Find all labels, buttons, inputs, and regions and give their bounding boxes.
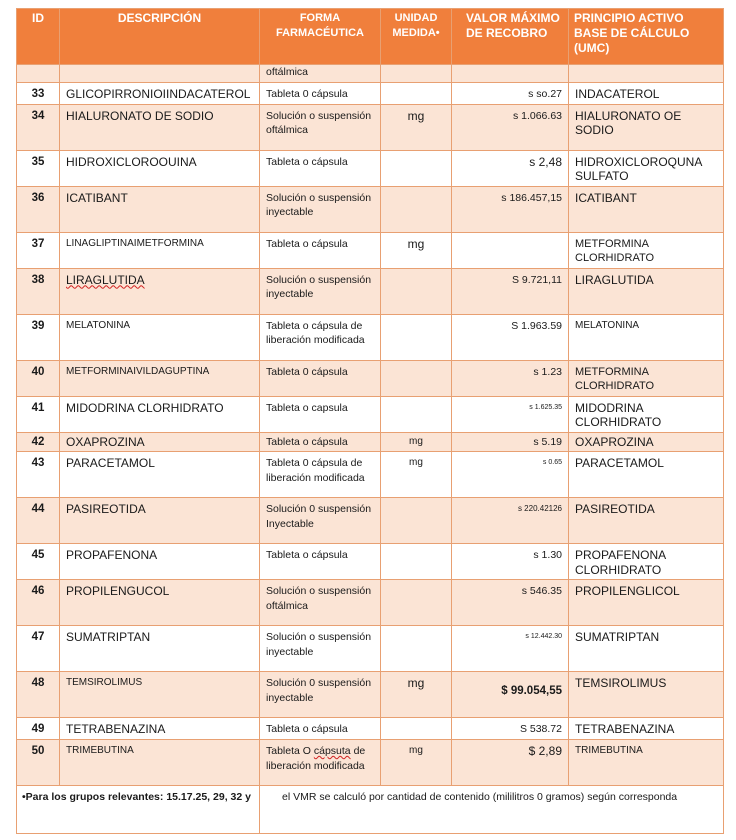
- cell-id: 49: [17, 718, 60, 740]
- table-row: [17, 498, 724, 544]
- table-row: [17, 65, 724, 83]
- cell-id: 47: [17, 626, 60, 672]
- cell-descripcion: [60, 268, 260, 314]
- cell-id: 36: [17, 186, 60, 232]
- header-unidad: UNIDAD MEDIDA•: [381, 9, 452, 65]
- cell-unidad: [381, 268, 452, 314]
- cell-id: 34: [17, 104, 60, 150]
- cell-id: 41: [17, 396, 60, 432]
- cell-principio: ICATIBANT: [569, 186, 724, 232]
- cell-descripcion: ICATIBANT: [60, 186, 260, 232]
- table-row: [17, 150, 724, 186]
- cell-valor: [452, 65, 569, 83]
- cell-id: 45: [17, 544, 60, 580]
- cell-id: 44: [17, 498, 60, 544]
- cell-unidad: [381, 186, 452, 232]
- cell-forma: Solución o suspensión oftálmica: [260, 580, 381, 626]
- cell-id: [17, 65, 60, 83]
- cell-id: 50: [17, 740, 60, 786]
- table-row: [17, 432, 724, 452]
- cell-principio: LIRAGLUTIDA: [569, 268, 724, 314]
- header-valor: VALOR MÁXIMO DE RECOBRO: [452, 9, 569, 65]
- header-principio: PRINCIPIO ACTIVO BASE DE CÁLCULO (UMC): [569, 9, 724, 65]
- cell-principio: SUMATRIPTAN: [569, 626, 724, 672]
- cell-forma: Solución 0 suspensión Inyectable: [260, 498, 381, 544]
- cell-principio: MIDODRINA CLORHIDRATO: [569, 396, 724, 432]
- footnote-row: [17, 786, 724, 834]
- cell-principio: INDACATEROL: [569, 82, 724, 104]
- cell-unidad: [381, 626, 452, 672]
- forma-part-3: de liberación modificada: [266, 745, 366, 772]
- cell-unidad: [381, 396, 452, 432]
- table-row: [17, 396, 724, 432]
- cell-descripcion: OXAPROZINA: [60, 432, 260, 452]
- cell-unidad: [381, 65, 452, 83]
- header-descripcion: DESCRIPCIÓN: [60, 9, 260, 65]
- cell-id: 46: [17, 580, 60, 626]
- header-id: ID: [17, 9, 60, 65]
- cell-forma: oftálmica: [260, 65, 381, 83]
- cell-principio: TETRABENAZINA: [569, 718, 724, 740]
- cell-valor: s 1.23: [452, 360, 569, 396]
- cell-id: 37: [17, 232, 60, 268]
- table-row: [17, 626, 724, 672]
- cell-valor: $ 99.054,55: [452, 672, 569, 718]
- cell-valor: S 9.721,11: [452, 268, 569, 314]
- table-row: [17, 232, 724, 268]
- cell-id: 42: [17, 432, 60, 452]
- cell-descripcion: METFORMINAIVILDAGUPTINA: [60, 360, 260, 396]
- spellcheck-underline: cápsuta: [313, 745, 351, 757]
- cell-forma: Tableta 0 cápsula: [260, 360, 381, 396]
- table-row: [17, 186, 724, 232]
- cell-descripcion: TRIMEBUTINA: [60, 740, 260, 786]
- cell-unidad: [381, 150, 452, 186]
- table-row: [17, 268, 724, 314]
- cell-descripcion: PROPAFENONA: [60, 544, 260, 580]
- footnote-left: •Para los grupos relevantes: 15.17.25, 29, 32 y: [17, 786, 260, 834]
- cell-valor: s 1.30: [452, 544, 569, 580]
- cell-principio: PARACETAMOL: [569, 452, 724, 498]
- footnote-right: el VMR se calculó por cantidad de contenido (mililitros 0 gramos) según corresponda: [260, 786, 724, 834]
- cell-forma: Tableta o cápsula: [260, 718, 381, 740]
- cell-id: 38: [17, 268, 60, 314]
- cell-principio: OXAPROZINA: [569, 432, 724, 452]
- cell-principio: TEMSIROLIMUS: [569, 672, 724, 718]
- cell-descripcion: TETRABENAZINA: [60, 718, 260, 740]
- cell-unidad: [381, 580, 452, 626]
- cell-principio: HIDROXICLOROQUNA SULFATO: [569, 150, 724, 186]
- cell-valor: s 0.65: [452, 452, 569, 498]
- cell-unidad: mg: [381, 740, 452, 786]
- cell-id: 48: [17, 672, 60, 718]
- cell-principio: METFORMINA CLORHIDRATO: [569, 232, 724, 268]
- cell-principio: METFORMINA CLORHIDRATO: [569, 360, 724, 396]
- cell-descripcion: SUMATRIPTAN: [60, 626, 260, 672]
- cell-unidad: [381, 360, 452, 396]
- cell-principio: PASIREOTIDA: [569, 498, 724, 544]
- table-row: [17, 82, 724, 104]
- cell-unidad: [381, 718, 452, 740]
- table-row: [17, 452, 724, 498]
- cell-valor: S 1.963.59: [452, 314, 569, 360]
- table-row: [17, 672, 724, 718]
- cell-valor: s 1.066.63: [452, 104, 569, 150]
- cell-valor: s 1.625.35: [452, 396, 569, 432]
- cell-forma: Solución o suspensión inyectable: [260, 268, 381, 314]
- cell-unidad: [381, 498, 452, 544]
- table-row: [17, 314, 724, 360]
- cell-forma: Tableta 0 cápsula: [260, 82, 381, 104]
- cell-unidad: mg: [381, 104, 452, 150]
- cell-valor: s 186.457,15: [452, 186, 569, 232]
- forma-part-1: Tableta O: [266, 745, 314, 757]
- cell-principio: PROPILENGLICOL: [569, 580, 724, 626]
- cell-forma: Solución 0 suspensión inyectable: [260, 672, 381, 718]
- table-row: [17, 580, 724, 626]
- table-row: [17, 360, 724, 396]
- cell-unidad: mg: [381, 232, 452, 268]
- cell-principio: HIALURONATO OE SODIO: [569, 104, 724, 150]
- cell-forma: Solución o suspensión inyectable: [260, 186, 381, 232]
- cell-id: 40: [17, 360, 60, 396]
- cell-unidad: mg: [381, 432, 452, 452]
- cell-forma: Tableta o capsula: [260, 396, 381, 432]
- cell-unidad: mg: [381, 672, 452, 718]
- cell-valor: s 2,48: [452, 150, 569, 186]
- cell-forma: Tableta o cápsula: [260, 150, 381, 186]
- cell-id: 43: [17, 452, 60, 498]
- cell-descripcion: PASIREOTIDA: [60, 498, 260, 544]
- table-row: [17, 718, 724, 740]
- cell-descripcion: GLICOPIRRONIOIINDACATEROL: [60, 82, 260, 104]
- cell-forma: Solución o suspensión inyectable: [260, 626, 381, 672]
- table-row: [17, 740, 724, 786]
- cell-descripcion: PARACETAMOL: [60, 452, 260, 498]
- table-row: [17, 544, 724, 580]
- cell-forma: Tableta o cápsula: [260, 232, 381, 268]
- header-row: [17, 9, 724, 65]
- cell-descripcion: MELATONINA: [60, 314, 260, 360]
- cell-descripcion: LINAGLIPTINAIMETFORMINA: [60, 232, 260, 268]
- cell-id: 39: [17, 314, 60, 360]
- cell-valor: s 220.42126: [452, 498, 569, 544]
- cell-unidad: [381, 544, 452, 580]
- cell-descripcion: HIDROXICLOROOUINA: [60, 150, 260, 186]
- cell-descripcion: TEMSIROLIMUS: [60, 672, 260, 718]
- cell-principio: TRIMEBUTINA: [569, 740, 724, 786]
- cell-unidad: mg: [381, 452, 452, 498]
- cell-unidad: [381, 82, 452, 104]
- cell-forma: Tableta o cápsula: [260, 544, 381, 580]
- spellcheck-underline: LIRAGLUTIDA: [66, 272, 145, 287]
- cell-valor: [452, 232, 569, 268]
- cell-descripcion: MIDODRINA CLORHIDRATO: [60, 396, 260, 432]
- cell-valor: s 5.19: [452, 432, 569, 452]
- header-forma: FORMA FARMACÉUTICA: [260, 9, 381, 65]
- cell-forma: Tableta o cápsula: [260, 432, 381, 452]
- cell-forma: Solución o suspensión oftálmica: [260, 104, 381, 150]
- cell-unidad: [381, 314, 452, 360]
- cell-valor: s 546.35: [452, 580, 569, 626]
- cell-valor: $ 2,89: [452, 740, 569, 786]
- cell-valor: S 538.72: [452, 718, 569, 740]
- cell-valor: s 12.442.30: [452, 626, 569, 672]
- cell-descripcion: HIALURONATO DE SODIO: [60, 104, 260, 150]
- cell-valor: s so.27: [452, 82, 569, 104]
- cell-descripcion: PROPILENGUCOL: [60, 580, 260, 626]
- cell-id: 35: [17, 150, 60, 186]
- document-page: [16, 8, 723, 834]
- cell-principio: PROPAFENONA CLORHIDRATO: [569, 544, 724, 580]
- cell-forma: Tableta 0 cápsula de liberación modificada: [260, 452, 381, 498]
- cell-principio: MELATONINA: [569, 314, 724, 360]
- price-table: [16, 8, 724, 834]
- cell-id: 33: [17, 82, 60, 104]
- cell-forma: Tableta o cápsula de liberación modificada: [260, 314, 381, 360]
- cell-descripcion: [60, 65, 260, 83]
- cell-principio: [569, 65, 724, 83]
- table-row: [17, 104, 724, 150]
- cell-forma: [260, 740, 381, 786]
